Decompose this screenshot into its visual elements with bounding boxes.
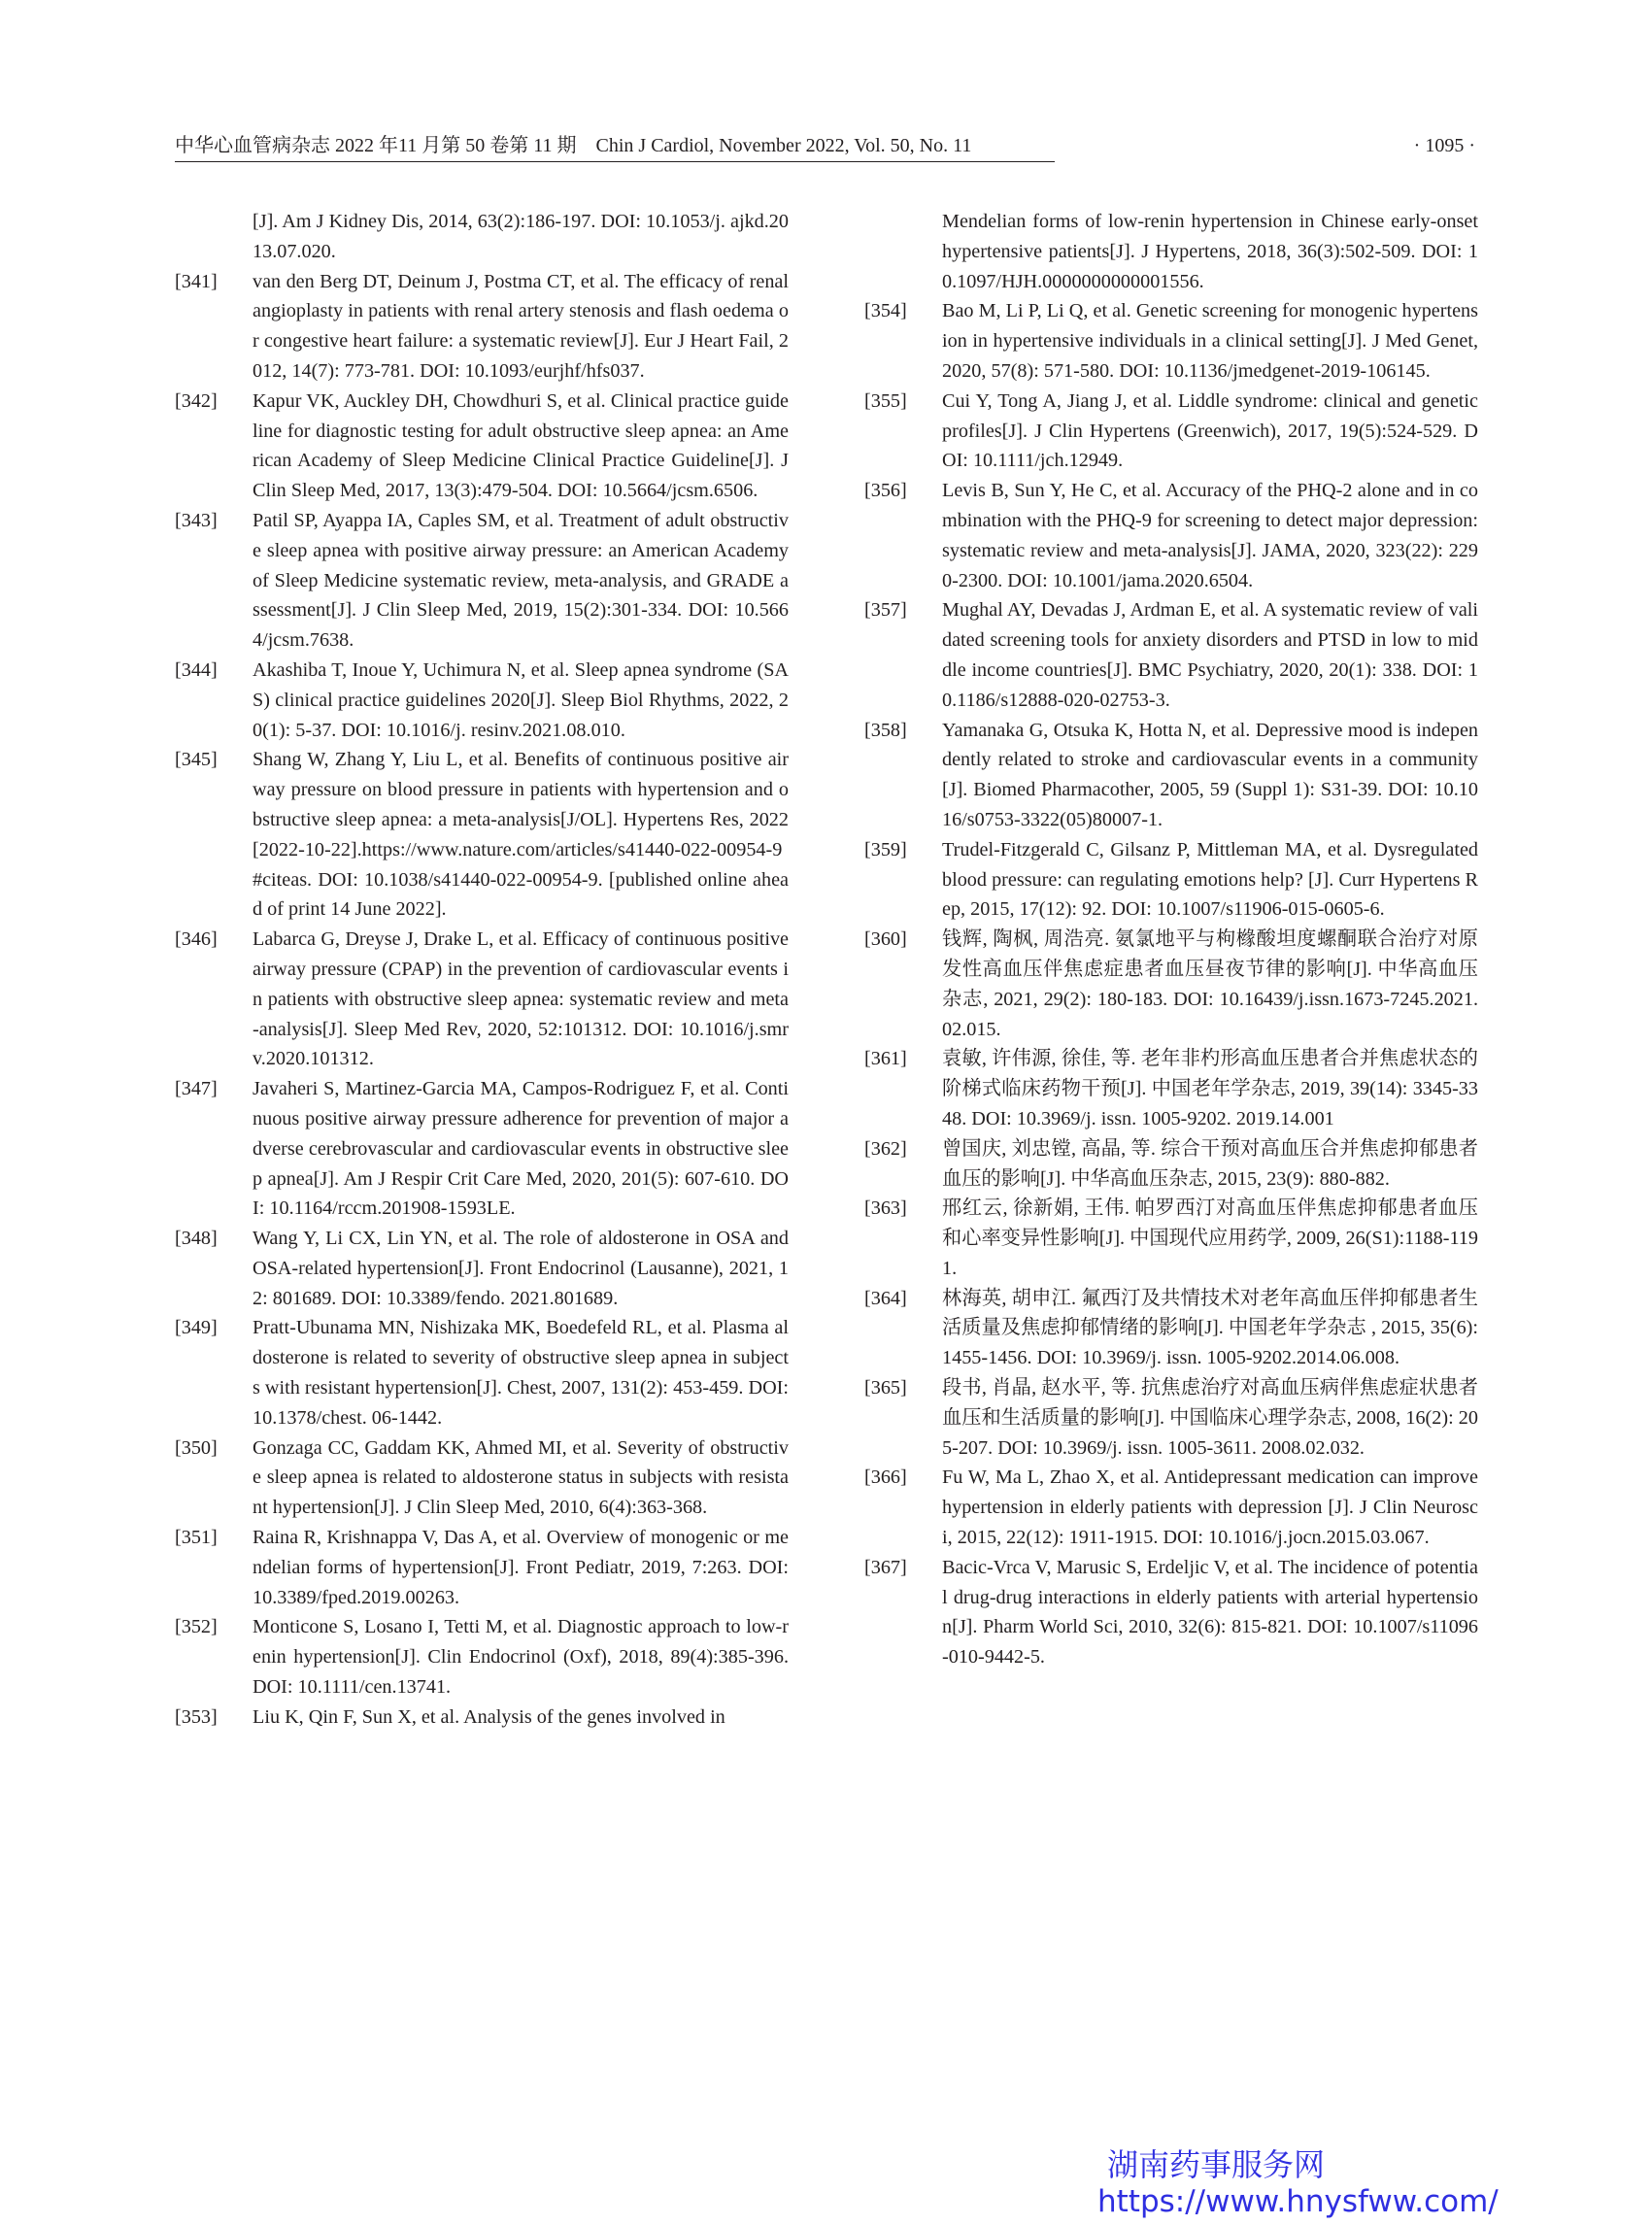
reference-number: [354] bbox=[864, 300, 907, 322]
reference-entry bbox=[864, 835, 1478, 925]
reference-number: [343] bbox=[175, 509, 218, 531]
reference-entry bbox=[175, 1702, 789, 1733]
reference-number: [347] bbox=[175, 1078, 218, 1100]
reference-number: [345] bbox=[175, 749, 218, 771]
reference-number: [341] bbox=[175, 270, 218, 292]
reference-number: [366] bbox=[864, 1466, 907, 1489]
reference-entry bbox=[175, 1523, 789, 1612]
reference-entry bbox=[864, 595, 1478, 715]
reference-number: [355] bbox=[864, 389, 907, 412]
reference-number: [344] bbox=[175, 658, 218, 681]
reference-text: Trudel-Fitzgerald C, Gilsanz P, Mittleman MA, et al. Dysregulated blood pressure: can regulating emotions help? [J]. Curr Hypertens Rep, 2015, 17(12): 92. DOI: 10.1007/s11906-015-0605-6. bbox=[942, 838, 1478, 921]
reference-entry bbox=[864, 1553, 1478, 1672]
reference-continuation: [J]. Am J Kidney Dis, 2014, 63(2):186-197. DOI: 10.1053/j. ajkd.2013.07.020. bbox=[253, 211, 789, 262]
reference-text: Yamanaka G, Otsuka K, Hotta N, et al. Depressive mood is independently related to stroke and cardiovascular events in a community[J]. Biomed Pharmacother, 2005, 59 (Suppl 1): S31-39. DOI: 10.1016/s0753-3322(05)80007-1. bbox=[942, 719, 1478, 830]
reference-entry bbox=[864, 1463, 1478, 1552]
reference-number: [346] bbox=[175, 928, 218, 951]
reference-entry bbox=[175, 506, 789, 656]
reference-entry bbox=[175, 1433, 789, 1523]
reference-text: Shang W, Zhang Y, Liu L, et al. Benefits of continuous positive airway pressure on blood pressure in patients with hypertension and obstructive sleep apnea: a meta-analysis[J/OL]. Hypertens Res, 2022 [2022-10-22].https://www.nature.com/articles/s41440-022-00954-9#citeas. DOI: 10.1038/s41440-022-00954-9. [published online ahead of print 14 June 2022]. bbox=[253, 749, 789, 921]
page-number: · 1095 · bbox=[1413, 135, 1475, 156]
reference-text: Akashiba T, Inoue Y, Uchimura N, et al. Sleep apnea syndrome (SAS) clinical practice guidelines 2020[J]. Sleep Biol Rhythms, 2022, 20(1): 5-37. DOI: 10.1016/j. resinv.2021.08.010. bbox=[253, 658, 789, 741]
reference-text: Cui Y, Tong A, Jiang J, et al. Liddle syndrome: clinical and genetic profiles[J]. J Clin Hypertens (Greenwich), 2017, 19(5):524-529. DOI: 10.1111/jch.12949. bbox=[942, 389, 1478, 472]
reference-column-right bbox=[864, 207, 1478, 1672]
reference-entry bbox=[864, 476, 1478, 595]
reference-text: Bacic-Vrca V, Marusic S, Erdeljic V, et al. The incidence of potential drug-drug interactions in elderly patients with arterial hypertension[J]. Pharm World Sci, 2010, 32(6): 815-821. DOI: 10.1007/s11096-010-9442-5. bbox=[942, 1556, 1478, 1669]
reference-text: Labarca G, Dreyse J, Drake L, et al. Efficacy of continuous positive airway pressure (CPAP) in the prevention of cardiovascular events in patients with obstructive sleep apnea: systematic review and meta-analysis[J]. Sleep Med Rev, 2020, 52:101312. DOI: 10.1016/j.smrv.2020.101312. bbox=[253, 928, 789, 1070]
reference-text: Javaheri S, Martinez-Garcia MA, Campos-Rodriguez F, et al. Continuous positive airway pressure adherence for prevention of major adverse cerebrovascular and cardiovascular events in obstructive sleep apnea[J]. Am J Respir Crit Care Med, 2020, 201(5): 607-610. DOI: 10.1164/rccm.201908-1593LE. bbox=[253, 1078, 789, 1220]
reference-number: [342] bbox=[175, 389, 218, 412]
reference-text: Wang Y, Li CX, Lin YN, et al. The role of aldosterone in OSA and OSA-related hypertension[J]. Front Endocrinol (Lausanne), 2021, 12: 801689. DOI: 10.3389/fendo. 2021.801689. bbox=[253, 1228, 789, 1309]
reference-number: [353] bbox=[175, 1705, 218, 1728]
reference-entry bbox=[864, 1284, 1478, 1373]
reference-entry bbox=[864, 1044, 1478, 1133]
reference-text: 段书, 肖晶, 赵水平, 等. 抗焦虑治疗对高血压病伴焦虑症状患者血压和生活质量的影响[J]. 中国临床心理学杂志, 2008, 16(2): 205-207. DOI: 10.3969/j. issn. 1005-3611. 2008.02.032. bbox=[942, 1377, 1478, 1459]
reference-number: [365] bbox=[864, 1377, 907, 1399]
reference-entry bbox=[175, 656, 789, 745]
watermark bbox=[1097, 2146, 1505, 2220]
reference-entry bbox=[175, 1612, 789, 1702]
reference-number: [362] bbox=[864, 1137, 907, 1160]
reference-text: Gonzaga CC, Gaddam KK, Ahmed MI, et al. Severity of obstructive sleep apnea is related to aldosterone status in subjects with resistant hypertension[J]. J Clin Sleep Med, 2010, 6(4):363-368. bbox=[253, 1436, 789, 1519]
reference-entry bbox=[864, 387, 1478, 476]
reference-text: Kapur VK, Auckley DH, Chowdhuri S, et al. Clinical practice guideline for diagnostic testing for adult obstructive sleep apnea: an American Academy of Sleep Medicine Clinical Practice Guideline[J]. J Clin Sleep Med, 2017, 13(3):479-504. DOI: 10.5664/jcsm.6506. bbox=[253, 389, 789, 502]
journal-citation-header: 中华心血管病杂志 2022 年11 月第 50 卷第 11 期 Chin J Cardiol, November 2022, Vol. 50, No. 11 bbox=[175, 135, 972, 156]
reference-entry bbox=[175, 267, 789, 387]
reference-number: [357] bbox=[864, 599, 907, 622]
reference-column-left bbox=[175, 207, 789, 1733]
reference-number: [352] bbox=[175, 1616, 218, 1638]
reference-number: [350] bbox=[175, 1436, 218, 1459]
header-rule bbox=[175, 161, 1055, 162]
watermark-url[interactable]: https://www.hnysfww.com/ bbox=[1097, 2184, 1499, 2219]
reference-list-right bbox=[864, 296, 1478, 1672]
reference-entry bbox=[864, 716, 1478, 835]
reference-entry bbox=[864, 1194, 1478, 1283]
reference-text: 邢红云, 徐新娟, 王伟. 帕罗西汀对高血压伴焦虑抑郁患者血压和心率变异性影响[J]. 中国现代应用药学, 2009, 26(S1):1188-1191. bbox=[942, 1197, 1478, 1279]
reference-text: 钱辉, 陶枫, 周浩亮. 氨氯地平与枸橼酸坦度螺酮联合治疗对原发性高血压伴焦虑症患者血压昼夜节律的影响[J]. 中华高血压杂志, 2021, 29(2): 180-183. DOI: 10.16439/j.issn.1673-7245.2021.02.015. bbox=[942, 928, 1478, 1040]
reference-entry bbox=[175, 387, 789, 506]
reference-entry bbox=[175, 1224, 789, 1313]
reference-number: [360] bbox=[864, 928, 907, 951]
reference-text: Pratt-Ubunama MN, Nishizaka MK, Boedefeld RL, et al. Plasma aldosterone is related to severity of obstructive sleep apnea in subjects with resistant hypertension[J]. Chest, 2007, 131(2): 453-459. DOI: 10.1378/chest. 06-1442. bbox=[253, 1317, 789, 1429]
reference-entry bbox=[864, 1134, 1478, 1195]
reference-text: 曾国庆, 刘忠镗, 高晶, 等. 综合干预对高血压合并焦虑抑郁患者血压的影响[J]. 中华高血压杂志, 2015, 23(9): 880-882. bbox=[942, 1137, 1478, 1190]
reference-text: Fu W, Ma L, Zhao X, et al. Antidepressant medication can improve hypertension in elderly patients with depression [J]. J Clin Neurosci, 2015, 22(12): 1911-1915. DOI: 10.1016/j.jocn.2015.03.067. bbox=[942, 1466, 1478, 1549]
reference-entry bbox=[175, 745, 789, 925]
reference-text: van den Berg DT, Deinum J, Postma CT, et al. The efficacy of renal angioplasty in patients with renal artery stenosis and flash oedema or congestive heart failure: a systematic review[J]. Eur J Heart Fail, 2012, 14(7): 773-781. DOI: 10.1093/eurjhf/hfs037. bbox=[253, 270, 789, 382]
reference-text: Patil SP, Ayappa IA, Caples SM, et al. Treatment of adult obstructive sleep apnea with positive airway pressure: an American Academy of Sleep Medicine systematic review, meta-analysis, and GRADE assessment[J]. J Clin Sleep Med, 2019, 15(2):301-334. DOI: 10.5664/jcsm.7638. bbox=[253, 509, 789, 652]
reference-continuation: Mendelian forms of low-renin hypertension in Chinese early-onset hypertensive patients[J]. J Hypertens, 2018, 36(3):502-509. DOI: 10.1097/HJH.0000000000001556. bbox=[942, 211, 1478, 292]
reference-number: [359] bbox=[864, 838, 907, 860]
reference-text: 林海英, 胡申江. 氟西汀及共情技术对老年高血压伴抑郁患者生活质量及焦虑抑郁情绪的影响[J]. 中国老年学杂志 , 2015, 35(6): 1455-1456. DOI: 10.3969/j. issn. 1005-9202.2014.06.008. bbox=[942, 1287, 1478, 1369]
reference-text: Levis B, Sun Y, He C, et al. Accuracy of the PHQ-2 alone and in combination with the PHQ-9 for screening to detect major depression: systematic review and meta-analysis[J]. JAMA, 2020, 323(22): 2290-2300. DOI: 10.1001/jama.2020.6504. bbox=[942, 480, 1478, 591]
reference-number: [358] bbox=[864, 719, 907, 741]
reference-list-left bbox=[175, 267, 789, 1733]
reference-entry bbox=[175, 1313, 789, 1433]
reference-text: Mughal AY, Devadas J, Ardman E, et al. A systematic review of validated screening tools for anxiety disorders and PTSD in low to middle income countries[J]. BMC Psychiatry, 2020, 20(1): 338. DOI: 10.1186/s12888-020-02753-3. bbox=[942, 599, 1478, 711]
reference-number: [349] bbox=[175, 1317, 218, 1339]
reference-entry bbox=[175, 1074, 789, 1224]
reference-entry bbox=[864, 925, 1478, 1044]
watermark-site-name: 湖南药事服务网 bbox=[1107, 2146, 1326, 2183]
reference-entry bbox=[864, 1373, 1478, 1463]
reference-text: Bao M, Li P, Li Q, et al. Genetic screening for monogenic hypertension in hypertensive individuals in a clinical setting[J]. J Med Genet, 2020, 57(8): 571-580. DOI: 10.1136/jmedgenet-2019-106145. bbox=[942, 300, 1478, 382]
reference-text: Monticone S, Losano I, Tetti M, et al. Diagnostic approach to low-renin hypertension[J]. Clin Endocrinol (Oxf), 2018, 89(4):385-396. DOI: 10.1111/cen.13741. bbox=[253, 1616, 789, 1699]
reference-number: [363] bbox=[864, 1197, 907, 1220]
reference-text: 袁敏, 许伟源, 徐佳, 等. 老年非杓形高血压患者合并焦虑状态的阶梯式临床药物干预[J]. 中国老年学杂志, 2019, 39(14): 3345-3348. DOI: 10.3969/j. issn. 1005-9202. 2019.14.001 bbox=[942, 1048, 1478, 1129]
reference-text: Raina R, Krishnappa V, Das A, et al. Overview of monogenic or mendelian forms of hypertension[J]. Front Pediatr, 2019, 7:263. DOI: 10.3389/fped.2019.00263. bbox=[253, 1527, 789, 1608]
reference-entry bbox=[864, 296, 1478, 386]
reference-number: [364] bbox=[864, 1287, 907, 1309]
reference-number: [367] bbox=[864, 1556, 907, 1578]
running-header bbox=[175, 132, 1475, 163]
reference-number: [361] bbox=[864, 1048, 907, 1070]
reference-number: [351] bbox=[175, 1527, 218, 1549]
reference-number: [348] bbox=[175, 1228, 218, 1250]
reference-number: [356] bbox=[864, 480, 907, 502]
reference-text: Liu K, Qin F, Sun X, et al. Analysis of the genes involved in bbox=[253, 1705, 725, 1728]
reference-entry bbox=[175, 925, 789, 1074]
